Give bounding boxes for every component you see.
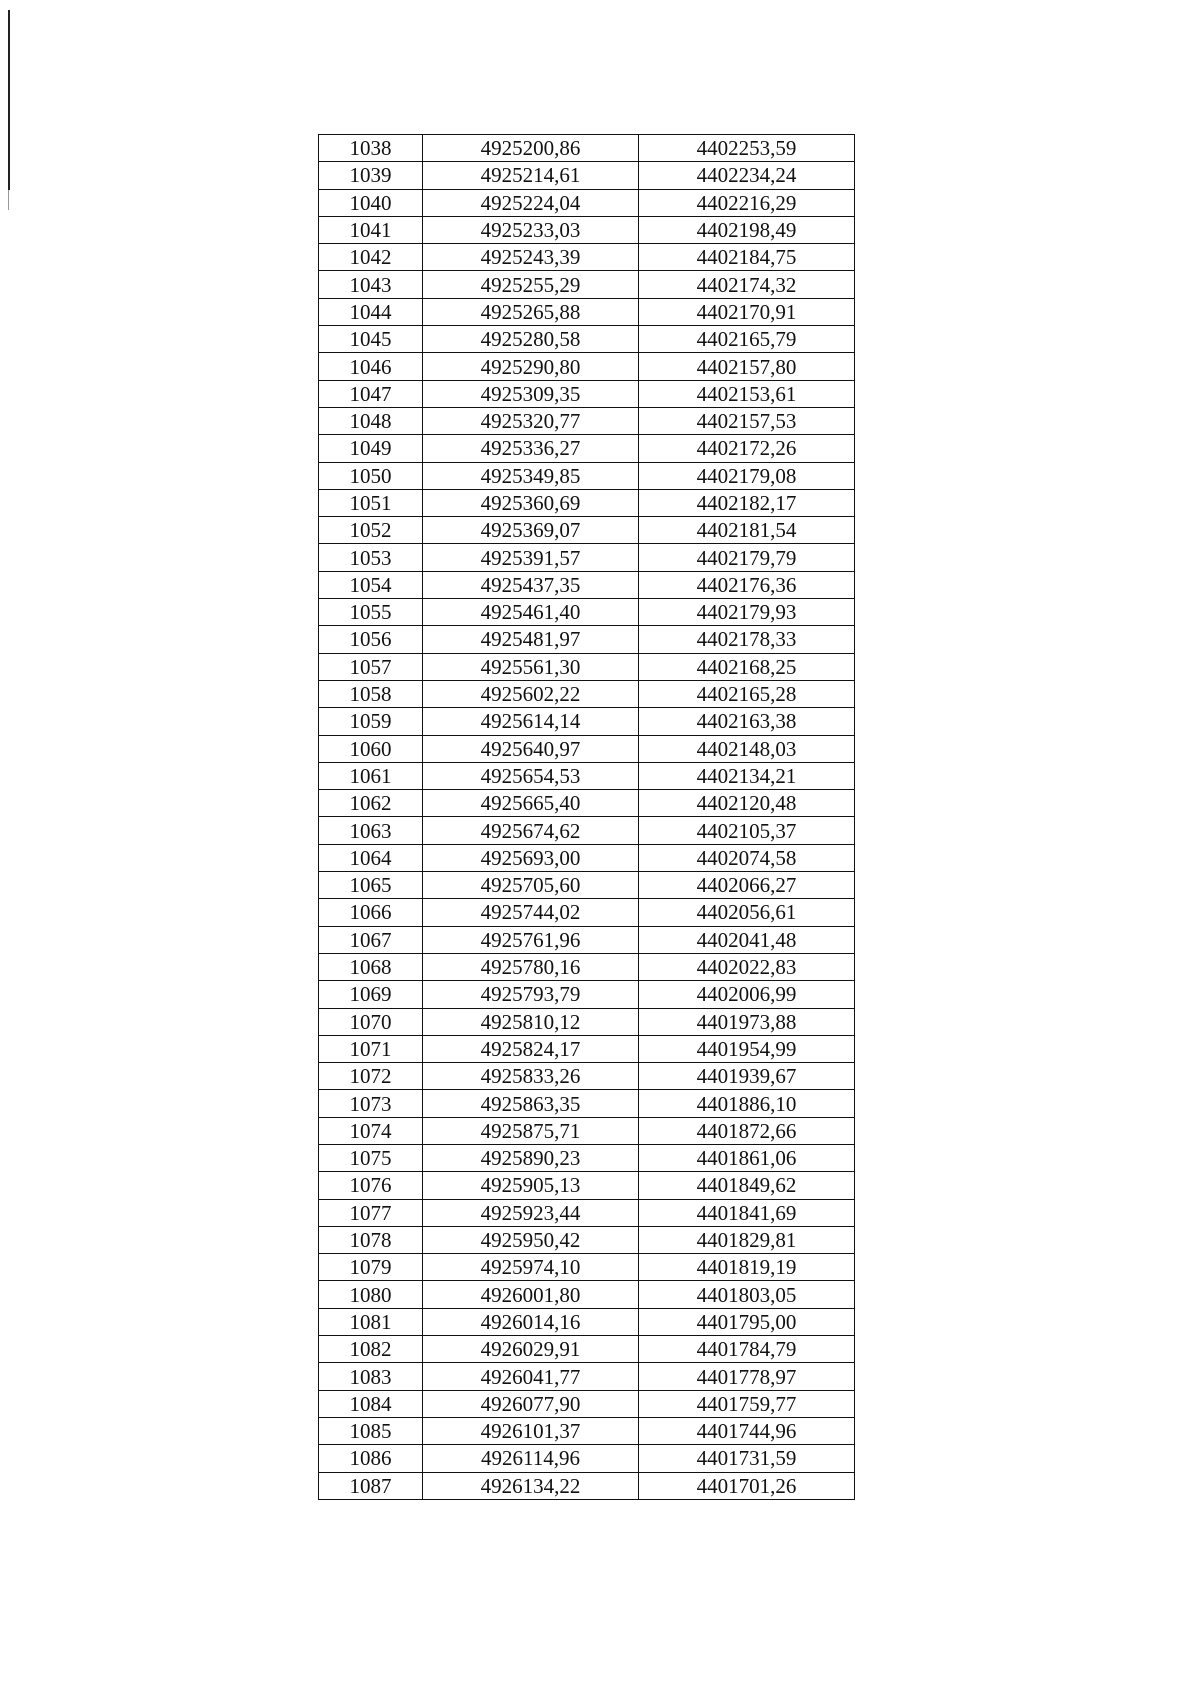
y-coordinate-cell: 4401759,77: [639, 1390, 855, 1417]
table-row: [319, 1226, 855, 1253]
point-number-cell: 1070: [319, 1008, 423, 1035]
y-coordinate-cell: 4402134,21: [639, 762, 855, 789]
table-row: [319, 380, 855, 407]
point-number-cell: 1047: [319, 380, 423, 407]
x-coordinate-cell: 4925640,97: [423, 735, 639, 762]
table-row: [319, 1172, 855, 1199]
point-number-cell: 1042: [319, 244, 423, 271]
y-coordinate-cell: 4402179,79: [639, 544, 855, 571]
x-coordinate-cell: 4925461,40: [423, 599, 639, 626]
x-coordinate-cell: 4925290,80: [423, 353, 639, 380]
x-coordinate-cell: 4925905,13: [423, 1172, 639, 1199]
x-coordinate-cell: 4925824,17: [423, 1035, 639, 1062]
point-number-cell: 1054: [319, 571, 423, 598]
point-number-cell: 1060: [319, 735, 423, 762]
y-coordinate-cell: 4402165,28: [639, 680, 855, 707]
point-number-cell: 1050: [319, 462, 423, 489]
y-coordinate-cell: 4401841,69: [639, 1199, 855, 1226]
point-number-cell: 1051: [319, 489, 423, 516]
y-coordinate-cell: 4402174,32: [639, 271, 855, 298]
table-row: [319, 1254, 855, 1281]
table-row: [319, 1336, 855, 1363]
y-coordinate-cell: 4401784,79: [639, 1336, 855, 1363]
x-coordinate-cell: 4925320,77: [423, 407, 639, 434]
x-coordinate-cell: 4925654,53: [423, 762, 639, 789]
y-coordinate-cell: 4402178,33: [639, 626, 855, 653]
x-coordinate-cell: 4925705,60: [423, 872, 639, 899]
x-coordinate-cell: 4925280,58: [423, 326, 639, 353]
x-coordinate-cell: 4926041,77: [423, 1363, 639, 1390]
y-coordinate-cell: 4402168,25: [639, 653, 855, 680]
x-coordinate-cell: 4925391,57: [423, 544, 639, 571]
table-row: [319, 653, 855, 680]
y-coordinate-cell: 4402182,17: [639, 489, 855, 516]
x-coordinate-cell: 4925481,97: [423, 626, 639, 653]
table-row: [319, 407, 855, 434]
table-row: [319, 462, 855, 489]
y-coordinate-cell: 4401744,96: [639, 1417, 855, 1444]
table-row: [319, 626, 855, 653]
table-row: [319, 517, 855, 544]
point-number-cell: 1076: [319, 1172, 423, 1199]
y-coordinate-cell: 4402157,53: [639, 407, 855, 434]
x-coordinate-cell: 4925810,12: [423, 1008, 639, 1035]
table-row: [319, 953, 855, 980]
table-row: [319, 762, 855, 789]
y-coordinate-cell: 4402066,27: [639, 872, 855, 899]
y-coordinate-cell: 4402179,08: [639, 462, 855, 489]
point-number-cell: 1077: [319, 1199, 423, 1226]
table-row: [319, 817, 855, 844]
x-coordinate-cell: 4926077,90: [423, 1390, 639, 1417]
x-coordinate-cell: 4925674,62: [423, 817, 639, 844]
point-number-cell: 1045: [319, 326, 423, 353]
point-number-cell: 1046: [319, 353, 423, 380]
x-coordinate-cell: 4925950,42: [423, 1226, 639, 1253]
y-coordinate-cell: 4401731,59: [639, 1445, 855, 1472]
point-number-cell: 1040: [319, 189, 423, 216]
x-coordinate-cell: 4926001,80: [423, 1281, 639, 1308]
table-row: [319, 899, 855, 926]
x-coordinate-cell: 4925693,00: [423, 844, 639, 871]
x-coordinate-cell: 4925833,26: [423, 1063, 639, 1090]
table-row: [319, 1472, 855, 1499]
table-row: [319, 544, 855, 571]
x-coordinate-cell: 4925744,02: [423, 899, 639, 926]
point-number-cell: 1069: [319, 981, 423, 1008]
y-coordinate-cell: 4402105,37: [639, 817, 855, 844]
y-coordinate-cell: 4402157,80: [639, 353, 855, 380]
point-number-cell: 1064: [319, 844, 423, 871]
table-row: [319, 708, 855, 735]
y-coordinate-cell: 4402198,49: [639, 216, 855, 243]
point-number-cell: 1065: [319, 872, 423, 899]
table-row: [319, 1008, 855, 1035]
point-number-cell: 1074: [319, 1117, 423, 1144]
x-coordinate-cell: 4925863,35: [423, 1090, 639, 1117]
y-coordinate-cell: 4402165,79: [639, 326, 855, 353]
y-coordinate-cell: 4401803,05: [639, 1281, 855, 1308]
point-number-cell: 1086: [319, 1445, 423, 1472]
point-number-cell: 1066: [319, 899, 423, 926]
x-coordinate-cell: 4926014,16: [423, 1308, 639, 1335]
coordinates-table: [318, 134, 855, 1500]
point-number-cell: 1057: [319, 653, 423, 680]
table-row: [319, 189, 855, 216]
point-number-cell: 1038: [319, 135, 423, 162]
x-coordinate-cell: 4925369,07: [423, 517, 639, 544]
x-coordinate-cell: 4925224,04: [423, 189, 639, 216]
x-coordinate-cell: 4925875,71: [423, 1117, 639, 1144]
x-coordinate-cell: 4925214,61: [423, 162, 639, 189]
y-coordinate-cell: 4402184,75: [639, 244, 855, 271]
table-row: [319, 571, 855, 598]
table-row: [319, 1281, 855, 1308]
x-coordinate-cell: 4925243,39: [423, 244, 639, 271]
point-number-cell: 1053: [319, 544, 423, 571]
point-number-cell: 1072: [319, 1063, 423, 1090]
x-coordinate-cell: 4926029,91: [423, 1336, 639, 1363]
point-number-cell: 1048: [319, 407, 423, 434]
y-coordinate-cell: 4402253,59: [639, 135, 855, 162]
y-coordinate-cell: 4402022,83: [639, 953, 855, 980]
x-coordinate-cell: 4925793,79: [423, 981, 639, 1008]
y-coordinate-cell: 4402181,54: [639, 517, 855, 544]
point-number-cell: 1085: [319, 1417, 423, 1444]
x-coordinate-cell: 4925923,44: [423, 1199, 639, 1226]
point-number-cell: 1084: [319, 1390, 423, 1417]
x-coordinate-cell: 4925890,23: [423, 1144, 639, 1171]
x-coordinate-cell: 4926101,37: [423, 1417, 639, 1444]
point-number-cell: 1044: [319, 298, 423, 325]
table-row: [319, 135, 855, 162]
y-coordinate-cell: 4401954,99: [639, 1035, 855, 1062]
y-coordinate-cell: 4402148,03: [639, 735, 855, 762]
table-row: [319, 1063, 855, 1090]
x-coordinate-cell: 4925974,10: [423, 1254, 639, 1281]
point-number-cell: 1039: [319, 162, 423, 189]
x-coordinate-cell: 4925780,16: [423, 953, 639, 980]
y-coordinate-cell: 4402153,61: [639, 380, 855, 407]
point-number-cell: 1061: [319, 762, 423, 789]
table-row: [319, 926, 855, 953]
y-coordinate-cell: 4401872,66: [639, 1117, 855, 1144]
y-coordinate-cell: 4401861,06: [639, 1144, 855, 1171]
point-number-cell: 1068: [319, 953, 423, 980]
point-number-cell: 1052: [319, 517, 423, 544]
point-number-cell: 1079: [319, 1254, 423, 1281]
table-row: [319, 872, 855, 899]
scan-edge-mark-faint: [8, 190, 9, 210]
table-row: [319, 1199, 855, 1226]
table-row: [319, 1144, 855, 1171]
point-number-cell: 1059: [319, 708, 423, 735]
point-number-cell: 1087: [319, 1472, 423, 1499]
x-coordinate-cell: 4925614,14: [423, 708, 639, 735]
x-coordinate-cell: 4925255,29: [423, 271, 639, 298]
table-row: [319, 353, 855, 380]
y-coordinate-cell: 4402234,24: [639, 162, 855, 189]
table-row: [319, 599, 855, 626]
y-coordinate-cell: 4402179,93: [639, 599, 855, 626]
point-number-cell: 1041: [319, 216, 423, 243]
point-number-cell: 1055: [319, 599, 423, 626]
table-row: [319, 844, 855, 871]
table-row: [319, 216, 855, 243]
y-coordinate-cell: 4401795,00: [639, 1308, 855, 1335]
x-coordinate-cell: 4925349,85: [423, 462, 639, 489]
table-row: [319, 1390, 855, 1417]
table-row: [319, 298, 855, 325]
x-coordinate-cell: 4925336,27: [423, 435, 639, 462]
coordinates-table-body: [319, 135, 855, 1500]
table-row: [319, 489, 855, 516]
y-coordinate-cell: 4401778,97: [639, 1363, 855, 1390]
x-coordinate-cell: 4925200,86: [423, 135, 639, 162]
table-row: [319, 244, 855, 271]
point-number-cell: 1073: [319, 1090, 423, 1117]
x-coordinate-cell: 4925360,69: [423, 489, 639, 516]
point-number-cell: 1058: [319, 680, 423, 707]
y-coordinate-cell: 4402074,58: [639, 844, 855, 871]
point-number-cell: 1082: [319, 1336, 423, 1363]
y-coordinate-cell: 4402056,61: [639, 899, 855, 926]
table-row: [319, 680, 855, 707]
point-number-cell: 1081: [319, 1308, 423, 1335]
point-number-cell: 1071: [319, 1035, 423, 1062]
x-coordinate-cell: 4925437,35: [423, 571, 639, 598]
x-coordinate-cell: 4925665,40: [423, 790, 639, 817]
x-coordinate-cell: 4925309,35: [423, 380, 639, 407]
table-row: [319, 790, 855, 817]
point-number-cell: 1067: [319, 926, 423, 953]
point-number-cell: 1075: [319, 1144, 423, 1171]
point-number-cell: 1078: [319, 1226, 423, 1253]
table-row: [319, 1035, 855, 1062]
point-number-cell: 1080: [319, 1281, 423, 1308]
point-number-cell: 1056: [319, 626, 423, 653]
table-row: [319, 981, 855, 1008]
y-coordinate-cell: 4402216,29: [639, 189, 855, 216]
point-number-cell: 1063: [319, 817, 423, 844]
x-coordinate-cell: 4925233,03: [423, 216, 639, 243]
point-number-cell: 1083: [319, 1363, 423, 1390]
table-row: [319, 1445, 855, 1472]
x-coordinate-cell: 4925561,30: [423, 653, 639, 680]
x-coordinate-cell: 4925602,22: [423, 680, 639, 707]
y-coordinate-cell: 4401849,62: [639, 1172, 855, 1199]
table-row: [319, 1363, 855, 1390]
y-coordinate-cell: 4402176,36: [639, 571, 855, 598]
table-row: [319, 1090, 855, 1117]
y-coordinate-cell: 4401886,10: [639, 1090, 855, 1117]
y-coordinate-cell: 4401973,88: [639, 1008, 855, 1035]
table-row: [319, 435, 855, 462]
table-row: [319, 162, 855, 189]
y-coordinate-cell: 4401939,67: [639, 1063, 855, 1090]
x-coordinate-cell: 4926134,22: [423, 1472, 639, 1499]
x-coordinate-cell: 4925265,88: [423, 298, 639, 325]
point-number-cell: 1062: [319, 790, 423, 817]
table-row: [319, 326, 855, 353]
y-coordinate-cell: 4402163,38: [639, 708, 855, 735]
table-row: [319, 271, 855, 298]
y-coordinate-cell: 4401829,81: [639, 1226, 855, 1253]
y-coordinate-cell: 4401819,19: [639, 1254, 855, 1281]
x-coordinate-cell: 4926114,96: [423, 1445, 639, 1472]
point-number-cell: 1043: [319, 271, 423, 298]
y-coordinate-cell: 4402041,48: [639, 926, 855, 953]
y-coordinate-cell: 4402006,99: [639, 981, 855, 1008]
table-row: [319, 1117, 855, 1144]
y-coordinate-cell: 4402120,48: [639, 790, 855, 817]
y-coordinate-cell: 4402170,91: [639, 298, 855, 325]
y-coordinate-cell: 4402172,26: [639, 435, 855, 462]
x-coordinate-cell: 4925761,96: [423, 926, 639, 953]
point-number-cell: 1049: [319, 435, 423, 462]
y-coordinate-cell: 4401701,26: [639, 1472, 855, 1499]
table-row: [319, 1417, 855, 1444]
scan-edge-mark: [8, 10, 10, 190]
table-row: [319, 735, 855, 762]
table-row: [319, 1308, 855, 1335]
